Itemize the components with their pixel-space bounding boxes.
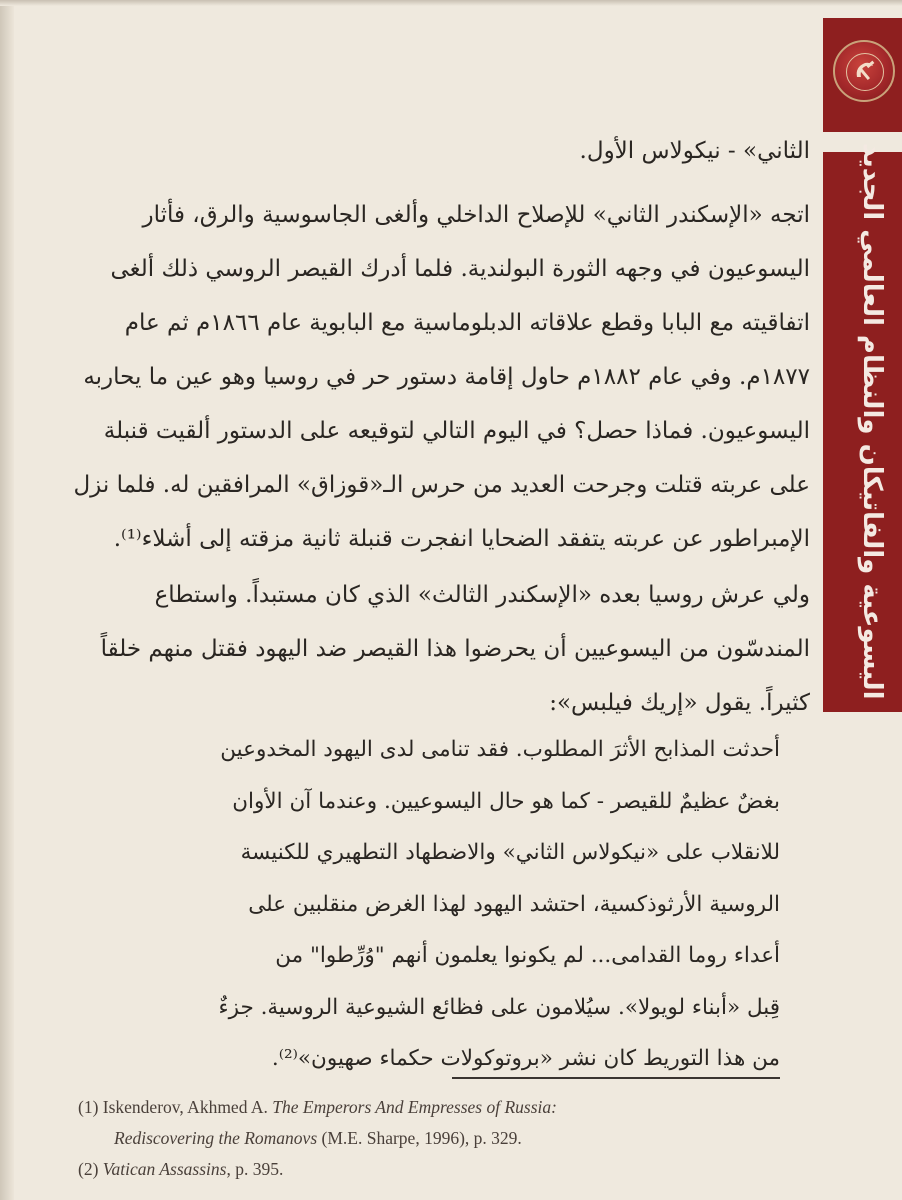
para3-line: ولي عرش روسيا بعده «الإسكندر الثالث» الذي كان مستبداً. واستطاع — [154, 582, 810, 608]
para2-line: ١٨٧٧م. وفي عام ١٨٨٢م حاول إقامة دستور حر في روسيا وهو عين ما يحاربه — [83, 364, 810, 390]
paragraph-2 — [72, 188, 810, 566]
quote-line: من هذا التوريط كان نشر «بروتوكولات حكماء صهيون»⁽²⁾. — [271, 1046, 780, 1071]
quote-line: بغضٌ عظيمٌ للقيصر - كما هو حال اليسوعيين. وعندما آن الأوان — [232, 788, 780, 814]
paragraph-3 — [72, 568, 810, 730]
para3-line: كثيراً. يقول «إريك فيلبس»: — [549, 690, 810, 716]
quote-line: أحدثت المذابح الأثرَ المطلوب. فقد تنامى لدى اليهود المخدوعين — [220, 737, 780, 762]
para2-line: الإمبراطور عن عربته يتفقد الضحايا انفجرت قنبلة ثانية مزقته إلى أشلاء⁽¹⁾. — [113, 526, 810, 552]
footnote-1-title-b: Rediscovering the Romanovs — [114, 1128, 318, 1148]
footnote-2-title: Vatican Assassins — [102, 1159, 227, 1179]
quote-line: للانقلاب على «نيكولاس الثاني» والاضطهاد التطهيري للكنيسة — [240, 840, 780, 865]
publisher-logo-block — [823, 18, 902, 132]
seal-icon — [833, 40, 895, 102]
para1-line: الثاني» - نيكولاس الأول. — [579, 138, 810, 164]
para2-line: اتجه «الإسكندر الثاني» للإصلاح الداخلي وألغى الجاسوسية والرق، فأثار — [142, 202, 810, 228]
footnote-1-suffix: (M.E. Sharpe, 1996), p. 329. — [317, 1128, 522, 1148]
para2-line: اليسوعيون. فماذا حصل؟ في اليوم التالي لتوقيعه على الدستور ألقيت قنبلة — [103, 418, 810, 444]
hammer-sickle-icon — [851, 57, 879, 85]
quote-line: قِبل «أبناء لويولا». سيُلامون على فظائع الشيوعية الروسية. جزءٌ — [218, 994, 780, 1020]
paragraph-1 — [72, 124, 810, 178]
footnote-2-prefix: (2) — [78, 1159, 103, 1179]
quote-line: الروسية الأرثوذكسية، احتشد اليهود لهذا الغرض منقلبين على — [248, 891, 780, 917]
page-edge — [0, 0, 14, 1200]
footnote-divider — [452, 1077, 780, 1079]
block-quote — [72, 724, 780, 1085]
para2-line: اليسوعيون في وجهه الثورة البولندية. فلما أدرك القيصر الروسي ذلك ألغى — [110, 256, 810, 282]
footnote-1-title-a: The Emperors And Empresses of Russia: — [272, 1097, 557, 1117]
footnote-1-prefix: (1) Iskenderov, Akhmed A. — [78, 1097, 273, 1117]
footnote-1 — [78, 1092, 798, 1123]
footnote-1-cont — [78, 1123, 798, 1154]
quote-line: أعداء روما القدامى... لم يكونوا يعلمون أنهم "وُرِّطوا" من — [275, 943, 780, 968]
sidebar-title: اليسوعية والفاتيكان والنظام العالمي الجديد — [857, 143, 887, 700]
para2-line: على عربته قتلت وجرحت العديد من حرس الـ«قوزاق» المرافقين له. فلما نزل — [73, 472, 810, 498]
para3-line: المندسّون من اليسوعيين أن يحرضوا هذا القيصر ضد اليهود فقتل منهم خلقاً — [100, 636, 810, 662]
para2-line: اتفاقيته مع البابا وقطع علاقاته الدبلوماسية مع البابوية عام ١٨٦٦م ثم عام — [124, 310, 810, 336]
footnote-2-suffix: , p. 395. — [226, 1159, 284, 1179]
footnotes — [78, 1092, 798, 1185]
top-rule — [0, 0, 902, 6]
footnote-2 — [78, 1154, 798, 1185]
